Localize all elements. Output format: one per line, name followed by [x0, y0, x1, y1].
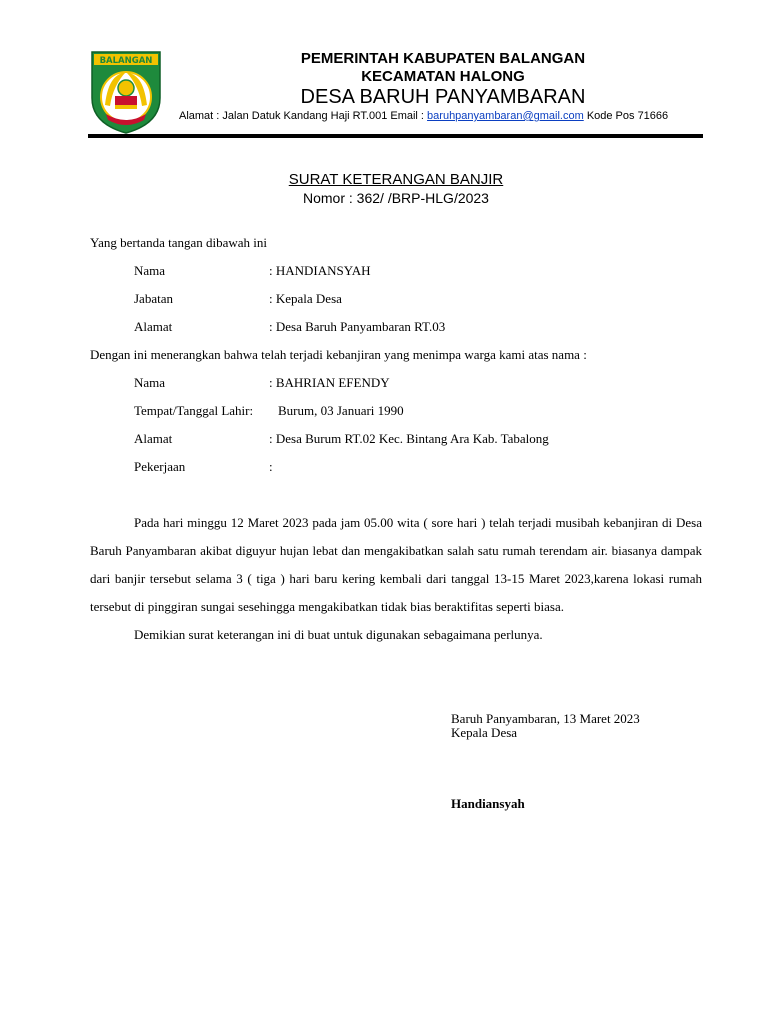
email-link[interactable]: baruhpanyambaran@gmail.com: [427, 110, 584, 122]
header-address: [179, 110, 668, 122]
signature-position: Kepala Desa: [451, 725, 518, 740]
victim-address-value: : Desa Burum RT.02 Kec. Bintang Ara Kab. Tabalong: [269, 431, 549, 446]
signer-position-label: Jabatan: [134, 291, 173, 306]
victim-name-value: : BAHRIAN EFENDY: [269, 375, 390, 390]
body-paragraphs: [90, 509, 702, 649]
logo-text: BALANGAN: [99, 56, 153, 66]
header-divider: [88, 134, 703, 138]
signer-address-label: Alamat: [134, 319, 173, 334]
victim-name-label: Nama: [134, 375, 166, 390]
document-number: Nomor : 362/ /BRP-HLG/2023: [303, 190, 489, 206]
header-village: DESA BARUH PANYAMBARAN: [300, 86, 586, 108]
statement-text: Dengan ini menerangkan bahwa telah terjadi kebanjiran yang menimpa warga kami atas nama :: [90, 347, 587, 362]
victim-address-label: Alamat: [134, 431, 173, 446]
balangan-regency-logo: [88, 50, 164, 134]
signer-address-value: : Desa Baruh Panyambaran RT.03: [269, 319, 446, 334]
signature-place-date: Baruh Panyambaran, 13 Maret 2023: [451, 711, 640, 726]
header-government: PEMERINTAH KABUPATEN BALANGAN: [300, 50, 586, 67]
signature-name: Handiansyah: [451, 796, 525, 811]
document-title: SURAT KETERANGAN BANJIR: [288, 171, 504, 188]
intro-text: Yang bertanda tangan dibawah ini: [90, 235, 268, 250]
body-paragraph-1: Pada hari minggu 12 Maret 2023 pada jam 05.00 wita ( sore hari ) telah terjadi musibah kebanjiran di Desa Baruh Panyambaran akibat diguyur hujan lebat dan mengakibatkan salah satu rumah terendam air. biasanya dampak dari banjir tersebut selama 3 ( tiga ) hari baru kering kembali dari tanggal 13-15 Maret 2023,karena lokasi rumah tersebut di pinggiran sungai sesehingga mengakibatkan tidak bias beraktifitas seperti biasa.: [90, 515, 702, 614]
victim-birth-label: Tempat/Tanggal Lahir:: [134, 403, 254, 418]
signer-position-value: : Kepala Desa: [269, 291, 342, 306]
header-district: KECAMATAN HALONG: [361, 68, 525, 85]
victim-birth-value: Burum, 03 Januari 1990: [278, 403, 404, 418]
signer-name-label: Nama: [134, 263, 166, 278]
postal-code: Kode Pos 71666: [586, 110, 669, 122]
victim-job-label: Pekerjaan: [134, 459, 186, 474]
body-paragraph-2: Demikian surat keterangan ini di buat untuk digunakan sebagaimana perlunya.: [134, 627, 543, 642]
signer-name-value: : HANDIANSYAH: [269, 263, 371, 278]
victim-job-value: :: [269, 459, 273, 474]
address-text: Alamat : Jalan Datuk Kandang Haji RT.001 Email :: [179, 110, 424, 122]
